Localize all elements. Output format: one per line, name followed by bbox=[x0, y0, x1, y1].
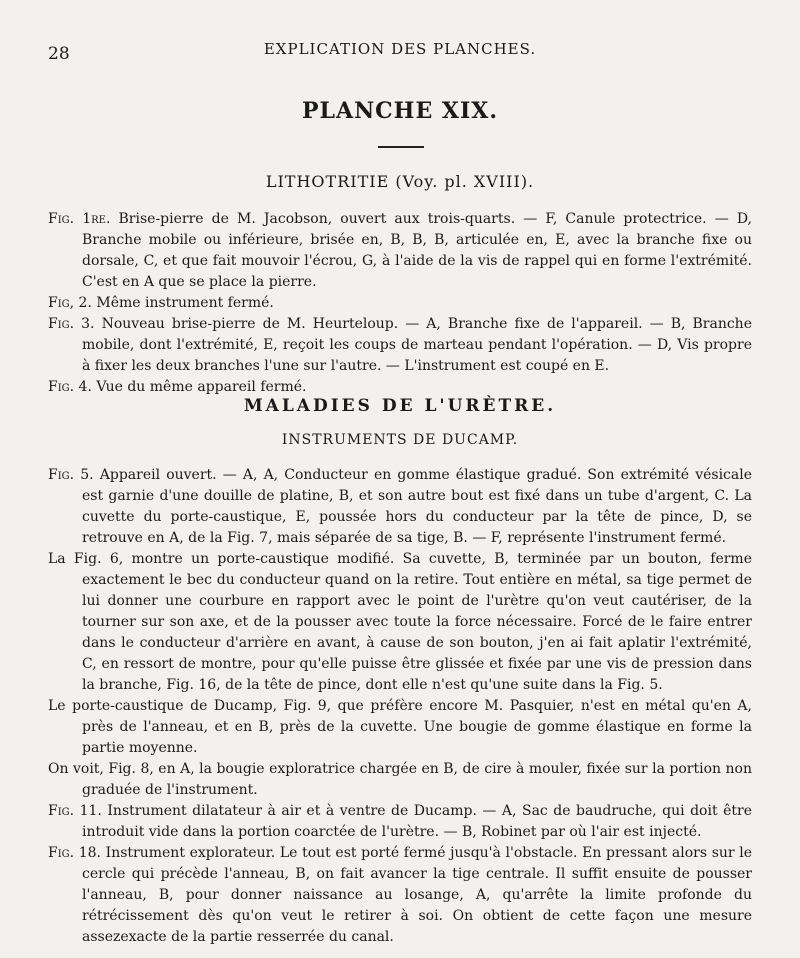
entry-fig-8 bbox=[48, 759, 752, 801]
entry-text: Brise-pierre de M. Jacobson, ouvert aux trois-quarts. — F, Canule protectrice. — D, Branche mobile ou inférieure, brisée en, B, B, B, articulée en, E, avec la branche fixe ou dorsale, C, et que fait mouvoir l'écrou, G, à l'aide de la vis de rappel qui en forme l'extrémité. C'est en A que se place la pierre. bbox=[82, 211, 752, 290]
entry-fig-9 bbox=[48, 696, 752, 759]
running-title: EXPLICATION DES PLANCHES. bbox=[263, 40, 537, 58]
section-heading-lithotritie: LITHOTRITIE (Voy. pl. XVIII). bbox=[265, 172, 535, 191]
entry-fig-11 bbox=[48, 801, 752, 843]
entry-label: Fig. 3. bbox=[48, 316, 95, 332]
entry-text: On voit, Fig. 8, en A, la bougie exploratrice chargée en B, de cire à mouler, fixée sur la portion non graduée de l'instrument. bbox=[48, 761, 752, 798]
section1-body bbox=[48, 209, 752, 398]
entry-text: Le porte-caustique de Ducamp, Fig. 9, que préfère encore M. Pasquier, n'est en métal qu'en A, près de l'anneau, et en B, près de la cuvette. Une bougie de gomme élastique en forme la partie moyenne. bbox=[48, 698, 752, 756]
entry-fig-3 bbox=[48, 314, 752, 377]
entry-text: Instrument explorateur. Le tout est porté fermé jusqu'à l'obstacle. En pressant alors sur le cercle qui précède l'anneau, B, on fait avancer la tige centrale. Il suffit ensuite de pousser l'anneau, B, pour donner naissance au losange, A, qu'arrête la limite profonde du rétrécissement dès qu'on veut le retirer à soi. On obtient de cette façon une mesure assezexacte de la partie resserrée du canal. bbox=[82, 845, 752, 945]
entry-text: Nouveau brise-pierre de M. Heurteloup. — A, Branche fixe de l'appareil. — B, Branche mobile, dont l'extrémité, E, reçoit les coups de marteau pendant l'opération. — D, Vis propre à fixer les deux branches l'une sur l'autre. — L'instrument est coupé en E. bbox=[82, 316, 752, 374]
entry-label: Fig. 5. bbox=[48, 467, 94, 483]
entry-text: Même instrument fermé. bbox=[96, 295, 274, 311]
entry-text: Appareil ouvert. — A, A, Conducteur en gomme élastique gradué. Son extrémité vésicale est garnie d'une douille de platine, B, et son autre bout est fixé dans un tube d'argent, C. La cuvette du porte-caustique, E, poussée hors du conducteur par la tête de pince, D, se retrouve en A, de la Fig. 7, mais séparée de sa tige, B. — F, représente l'instrument fermé. bbox=[82, 467, 752, 546]
section2-body bbox=[48, 465, 752, 948]
plate-title: PLANCHE XIX. bbox=[301, 98, 498, 124]
subsection-heading-instruments: INSTRUMENTS DE DUCAMP. bbox=[281, 432, 519, 448]
entry-text: Instrument dilatateur à air et à ventre de Ducamp. — A, Sac de baudruche, qui doit être introduit vide dans la portion coarctée de l'urètre. — B, Robinet par où l'air est injecté. bbox=[82, 803, 752, 840]
entry-fig-18 bbox=[48, 843, 752, 948]
entry-text: La Fig. 6, montre un porte-caustique modifié. Sa cuvette, B, terminée par un bouton, ferme exactement le bec du conducteur quand on la retire. Tout entière en métal, sa tige permet de lui donner une courbure en rapport avec le point de l'urètre qu'on veut cautériser, de la tourner sur son axe, et de la pousser avec toute la force nécessaire. Forcé de le faire entrer dans le conducteur d'arrière en avant, à cause de son bouton, j'en ai fait aplatir l'extrémité, C, en ressort de montre, pour qu'elle puisse être glissée et fixée par une vis de pression dans la branche, Fig. 16, de la tête de pince, dont elle n'est qu'une suite dans la Fig. 5. bbox=[48, 551, 752, 693]
entry-fig-1 bbox=[48, 209, 752, 293]
page-number: 28 bbox=[48, 44, 70, 64]
entry-label: Fig. 18. bbox=[48, 845, 102, 861]
entry-label: Fig. 11. bbox=[48, 803, 102, 819]
entry-fig-2 bbox=[48, 293, 752, 314]
entry-text: Vue du même appareil fermé. bbox=[96, 379, 307, 395]
title-rule bbox=[378, 146, 424, 148]
entry-label: Fig. 1re. bbox=[48, 211, 111, 227]
entry-label: Fig, 2. bbox=[48, 295, 92, 311]
section-heading-maladies: MALADIES DE L'URÈTRE. bbox=[243, 396, 557, 416]
entry-label: Fig. 4. bbox=[48, 379, 92, 395]
entry-fig-5 bbox=[48, 465, 752, 549]
entry-fig-4 bbox=[48, 377, 752, 398]
entry-fig-6 bbox=[48, 549, 752, 696]
